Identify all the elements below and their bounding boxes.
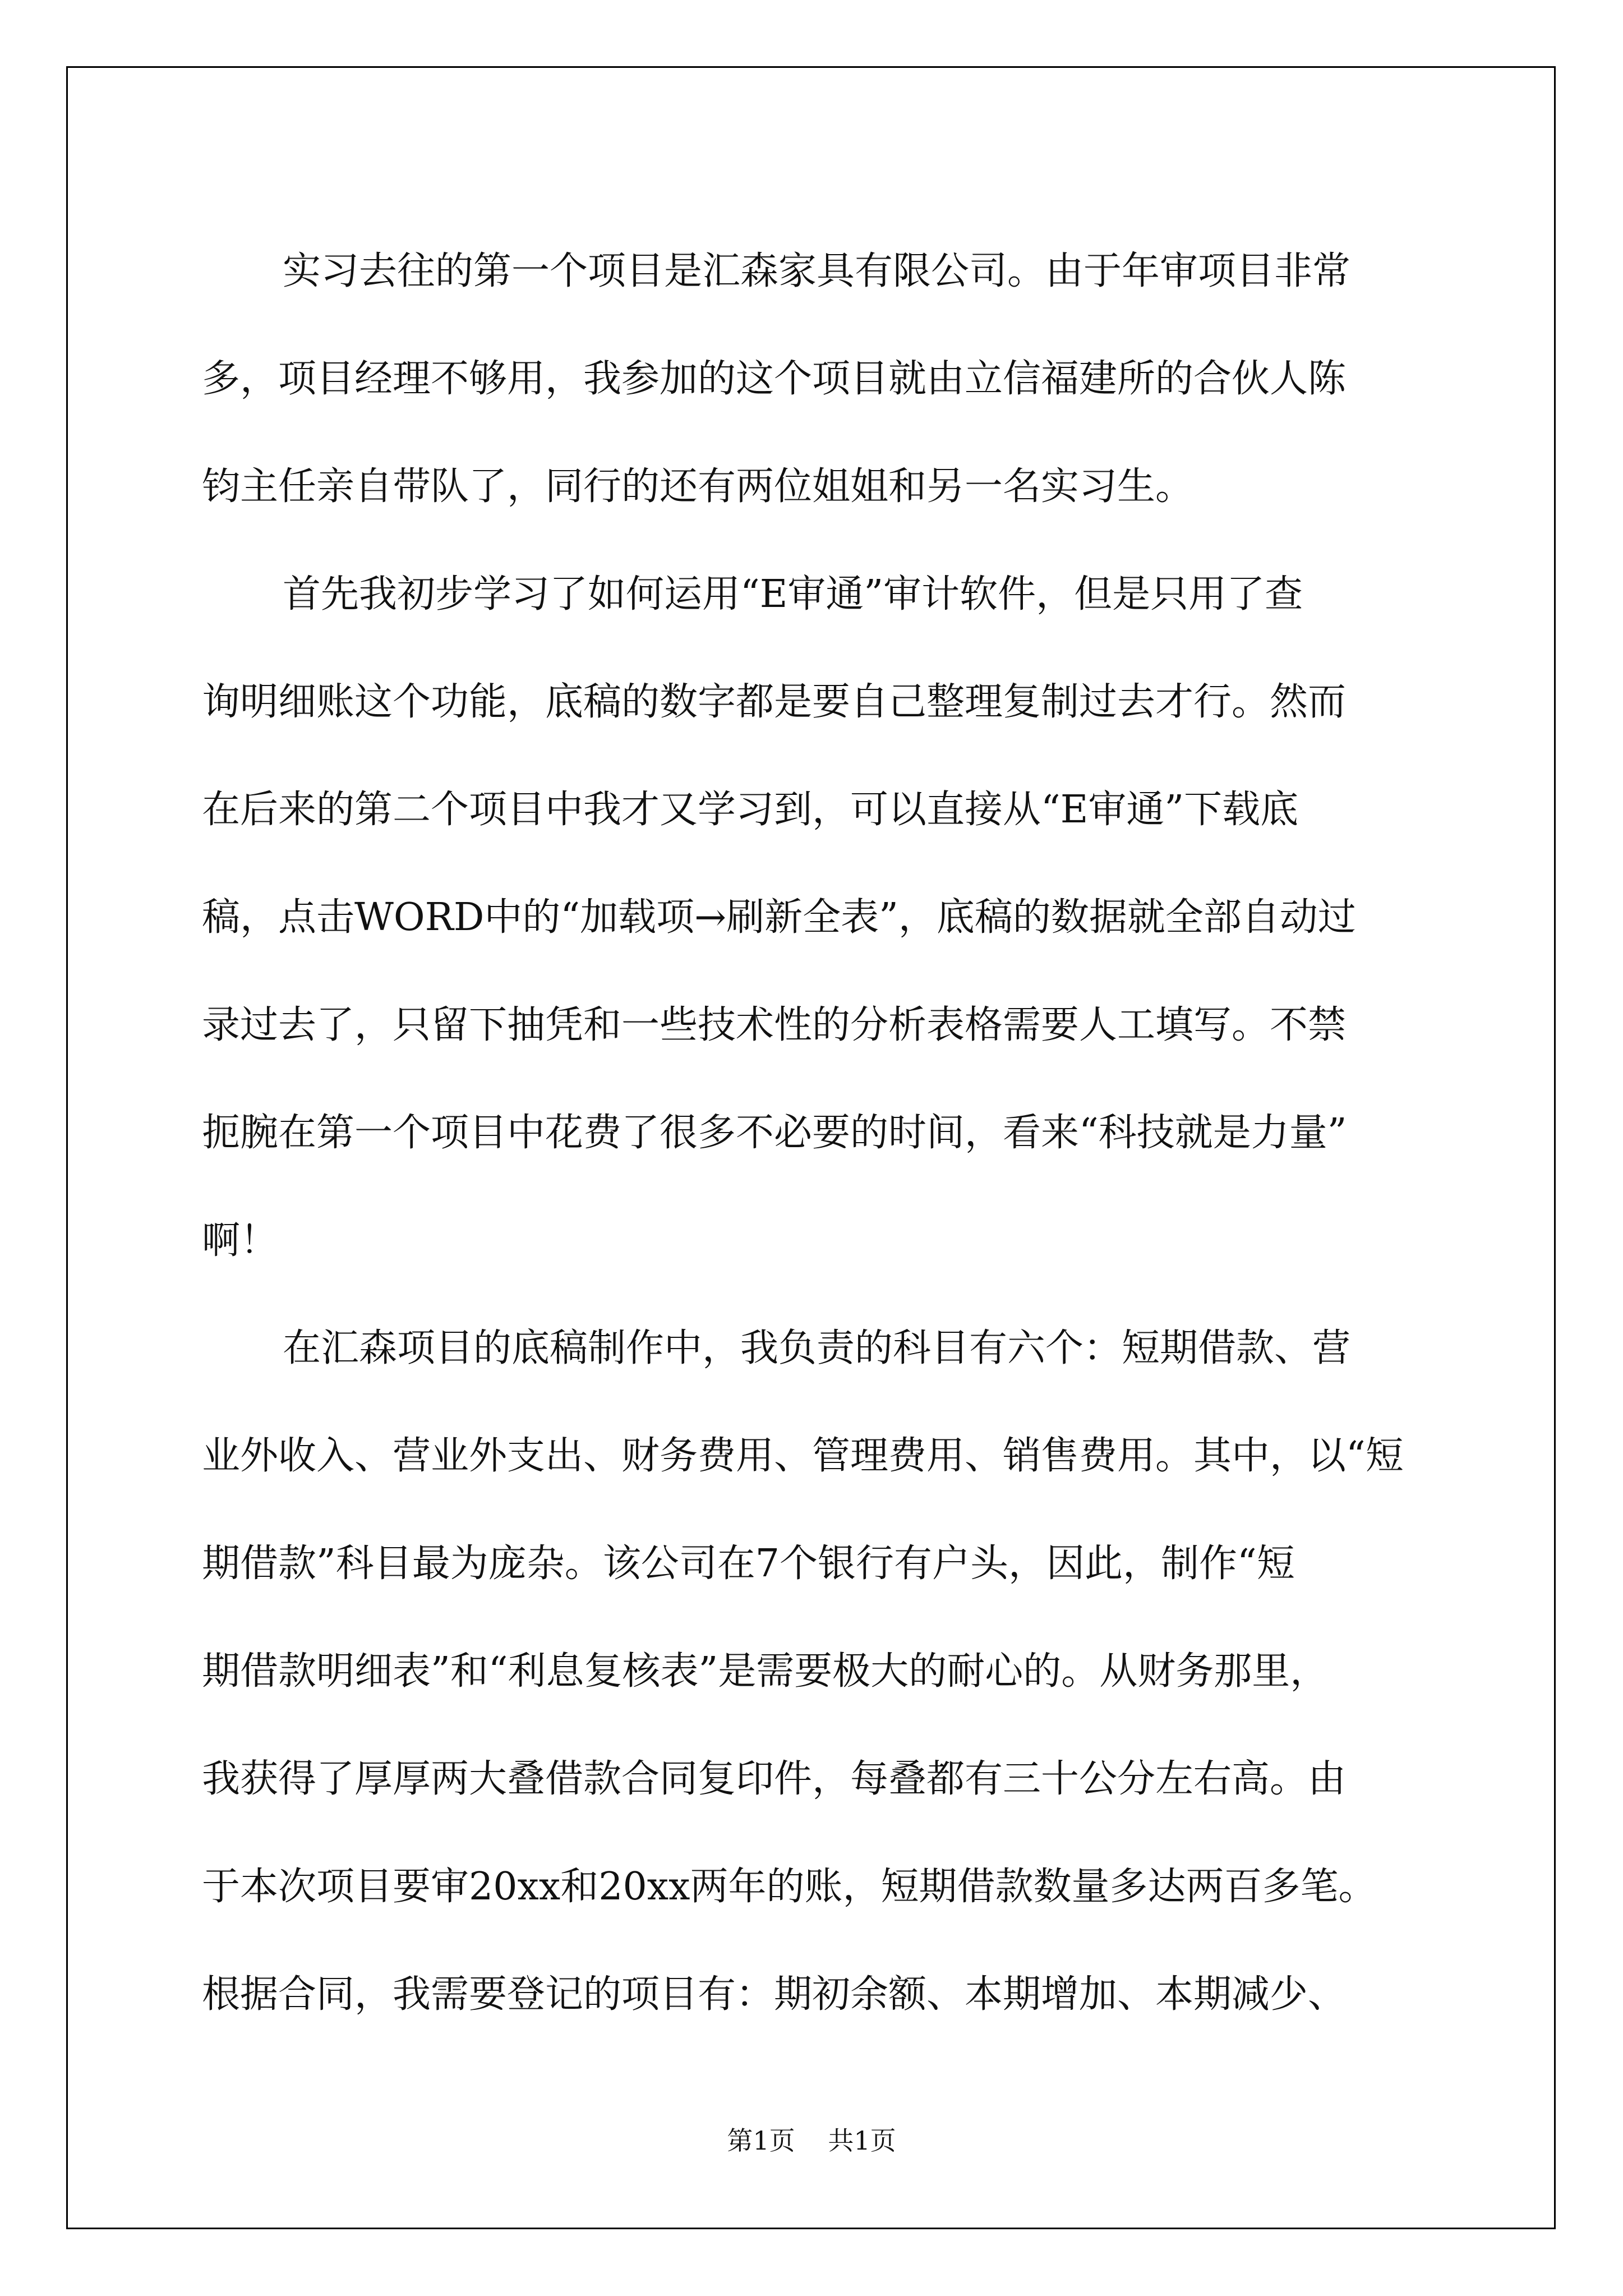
text-line: 钧主任亲自带队了，同行的还有两位姐姐和另一名实习生。 (202, 464, 1194, 509)
document-body (202, 218, 1419, 2049)
text-line: 稿，点击WORD中的“加载项→刷新全表”，底稿的数据就全部自动过 (202, 895, 1356, 940)
text-line: 在汇森项目的底稿制作中，我负责的科目有六个：短期借款、营 (283, 1326, 1351, 1370)
text-line: 于本次项目要审20xx和20xx两年的账，短期借款数量多达两百多笔。 (202, 1865, 1377, 1909)
text-line: 多，项目经理不够用，我参加的这个项目就由立信福建所的合伙人陈 (202, 357, 1347, 401)
text-line: 录过去了，只留下抽凭和一些技术性的分析表格需要人工填写。不禁 (202, 1003, 1347, 1047)
text-line: 根据合同，我需要登记的项目有：期初余额、本期增加、本期减少、 (202, 1972, 1347, 2017)
text-line: 期借款”科目最为庞杂。该公司在7个银行有户头，因此，制作“短 (202, 1542, 1295, 1586)
text-line: 我获得了厚厚两大叠借款合同复印件，每叠都有三十公分左右高。由 (202, 1757, 1347, 1801)
total-pages: 共1页 (828, 2125, 896, 2156)
text-line: 扼腕在第一个项目中花费了很多不必要的时间，看来“科技就是力量” (202, 1111, 1347, 1155)
page-footer (0, 2120, 1623, 2157)
text-line: 业外收入、营业外支出、财务费用、管理费用、销售费用。其中，以“短 (202, 1434, 1404, 1478)
text-line: 在后来的第二个项目中我才又学习到，可以直接从“E审通”下载底 (202, 788, 1299, 832)
page-number: 第1页 (727, 2125, 795, 2156)
text-line: 期借款明细表”和“利息复核表”是需要极大的耐心的。从财务那里， (202, 1649, 1329, 1694)
text-line: 啊！ (202, 1218, 279, 1263)
text-line: 首先我初步学习了如何运用“E审通”审计软件，但是只用了查 (283, 572, 1303, 616)
text-line: 询明细账这个功能，底稿的数字都是要自己整理复制过去才行。然而 (202, 680, 1347, 724)
text-line: 实习去往的第一个项目是汇森家具有限公司。由于年审项目非常 (283, 249, 1351, 293)
